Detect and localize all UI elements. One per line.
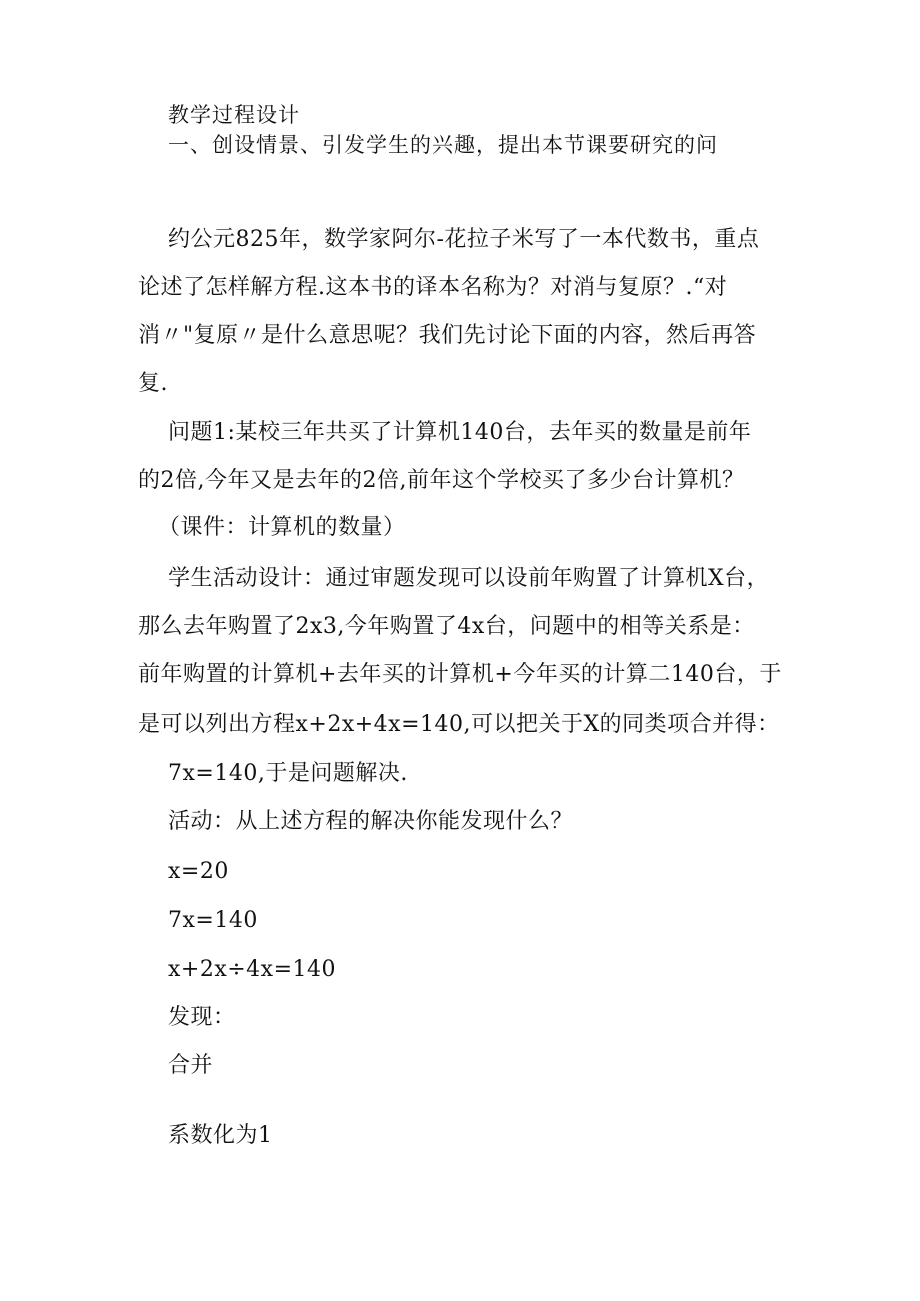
section-heading: 一、创设情景、引发学生的兴趣，提出本节课要研究的问: [168, 133, 718, 157]
result-line: 7x=140,于是问题解决.: [168, 761, 408, 786]
discovery-label: 发现：: [168, 1005, 236, 1030]
equation-step: 7x=140: [168, 908, 258, 933]
problem-line: 问题1:某校三年共买了计算机140台，去年买的数量是前年: [168, 420, 752, 445]
document-title: 教学过程设计: [168, 103, 300, 127]
activity-line: 那么去年购置了2x3,今年购置了4x台，问题中的相等关系是：: [138, 614, 755, 639]
equation-step: x+2x÷4x=140: [168, 957, 337, 982]
courseware-note: （课件：计算机的数量）: [158, 515, 406, 540]
combine-label: 合并: [168, 1053, 214, 1078]
paragraph-line: 复.: [138, 371, 168, 396]
problem-line: 的2倍,今年又是去年的2倍,前年这个学校买了多少台计算机？: [138, 468, 745, 493]
paragraph-line: 约公元825年，数学家阿尔-花拉子米写了一本代数书，重点: [168, 227, 760, 252]
activity-question: 活动：从上述方程的解决你能发现什么？: [168, 809, 574, 834]
activity-line: 前年购置的计算机+去年买的计算机+今年买的计算二140台，于: [138, 662, 782, 687]
activity-line: 学生活动设计：通过审题发现可以设前年购置了计算机X台，: [168, 566, 770, 591]
activity-line: 是可以列出方程x+2x+4x=140,可以把关于X的同类项合并得：: [138, 712, 780, 737]
paragraph-line: 消〃"复原〃是什么意思呢？我们先讨论下面的内容，然后再答: [138, 323, 757, 348]
equation-step: x=20: [168, 859, 229, 884]
paragraph-line: 论述了怎样解方程.这本书的译本名称为？对消与复原？.“对: [138, 275, 728, 300]
coefficient-label: 系数化为1: [168, 1123, 273, 1148]
